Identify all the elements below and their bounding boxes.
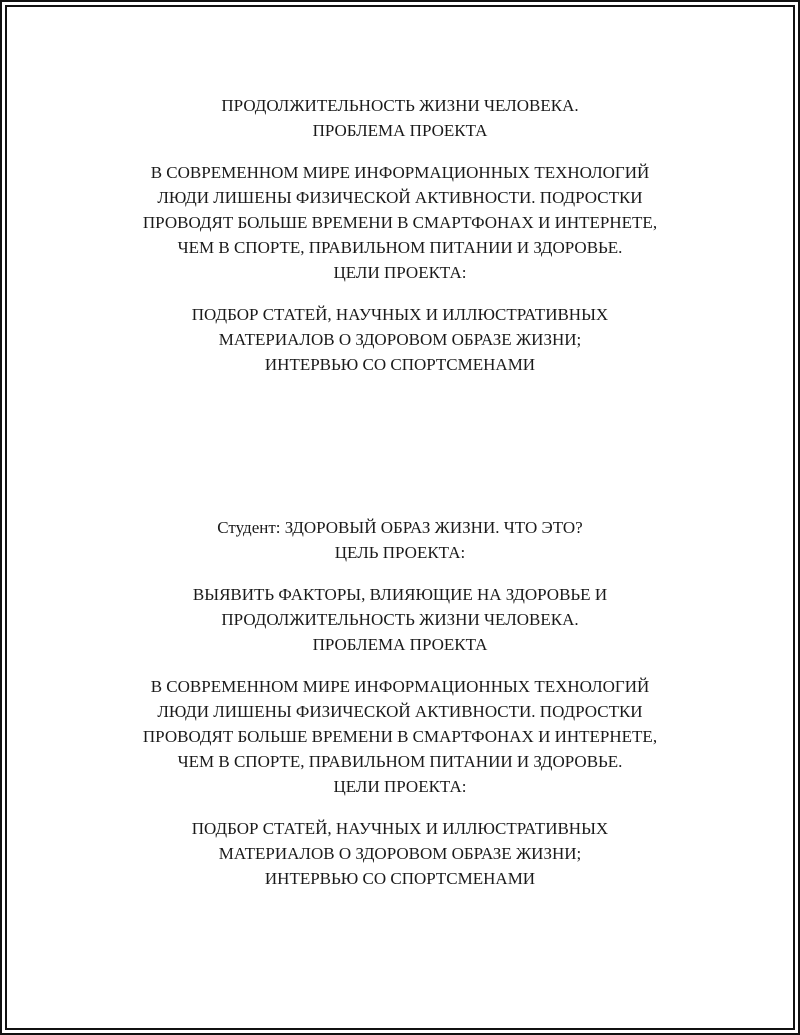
problem-text-line: ПРОВОДЯТ БОЛЬШЕ ВРЕМЕНИ В СМАРТФОНАХ И ИНТЕРНЕТЕ,: [142, 727, 658, 746]
heading-line: ПРОДОЛЖИТЕЛЬНОСТЬ ЖИЗНИ ЧЕЛОВЕКА.: [221, 96, 579, 115]
problem-text-line: ЧЕМ В СПОРТЕ, ПРАВИЛЬНОМ ПИТАНИИ И ЗДОРОВЬЕ.: [177, 238, 623, 257]
problem-heading: ПРОБЛЕМА ПРОЕКТА: [312, 635, 488, 654]
goals-heading: ЦЕЛИ ПРОЕКТА:: [333, 777, 467, 796]
goals-text-line: МАТЕРИАЛОВ О ЗДОРОВОМ ОБРАЗЕ ЖИЗНИ;: [218, 844, 582, 863]
goals-text-line: ИНТЕРВЬЮ СО СПОРТСМЕНАМИ: [264, 869, 536, 888]
spacer: [60, 657, 740, 674]
goals-text-line: ПОДБОР СТАТЕЙ, НАУЧНЫХ И ИЛЛЮСТРАТИВНЫХ: [191, 819, 609, 838]
goal-heading: ЦЕЛЬ ПРОЕКТА:: [334, 543, 466, 562]
problem-text-line: ЛЮДИ ЛИШЕНЫ ФИЗИЧЕСКОЙ АКТИВНОСТИ. ПОДРОСТКИ: [157, 188, 643, 207]
problem-text-line: В СОВРЕМЕННОМ МИРЕ ИНФОРМАЦИОННЫХ ТЕХНОЛОГИЙ: [150, 163, 650, 182]
problem-text-line: ЧЕМ В СПОРТЕ, ПРАВИЛЬНОМ ПИТАНИИ И ЗДОРОВЬЕ.: [177, 752, 623, 771]
spacer: [60, 285, 740, 302]
section-project-overview: [60, 515, 740, 891]
spacer: [60, 799, 740, 816]
problem-heading: ПРОБЛЕМА ПРОЕКТА: [312, 121, 488, 140]
spacer: [60, 565, 740, 582]
problem-text-line: В СОВРЕМЕННОМ МИРЕ ИНФОРМАЦИОННЫХ ТЕХНОЛОГИЙ: [150, 677, 650, 696]
goals-text-line: ПОДБОР СТАТЕЙ, НАУЧНЫХ И ИЛЛЮСТРАТИВНЫХ: [191, 305, 609, 324]
section-project-problem: [60, 93, 740, 377]
problem-text-line: ПРОВОДЯТ БОЛЬШЕ ВРЕМЕНИ В СМАРТФОНАХ И ИНТЕРНЕТЕ,: [142, 213, 658, 232]
goals-text-line: МАТЕРИАЛОВ О ЗДОРОВОМ ОБРАЗЕ ЖИЗНИ;: [218, 330, 582, 349]
goals-heading: ЦЕЛИ ПРОЕКТА:: [333, 263, 467, 282]
goal-text-line: ПРОДОЛЖИТЕЛЬНОСТЬ ЖИЗНИ ЧЕЛОВЕКА.: [221, 610, 579, 629]
project-title: Студент: ЗДОРОВЫЙ ОБРАЗ ЖИЗНИ. ЧТО ЭТО?: [217, 518, 583, 537]
goals-text-line: ИНТЕРВЬЮ СО СПОРТСМЕНАМИ: [264, 355, 536, 374]
goal-text-line: ВЫЯВИТЬ ФАКТОРЫ, ВЛИЯЮЩИЕ НА ЗДОРОВЬЕ И: [192, 585, 608, 604]
spacer: [60, 143, 740, 160]
problem-text-line: ЛЮДИ ЛИШЕНЫ ФИЗИЧЕСКОЙ АКТИВНОСТИ. ПОДРОСТКИ: [157, 702, 643, 721]
